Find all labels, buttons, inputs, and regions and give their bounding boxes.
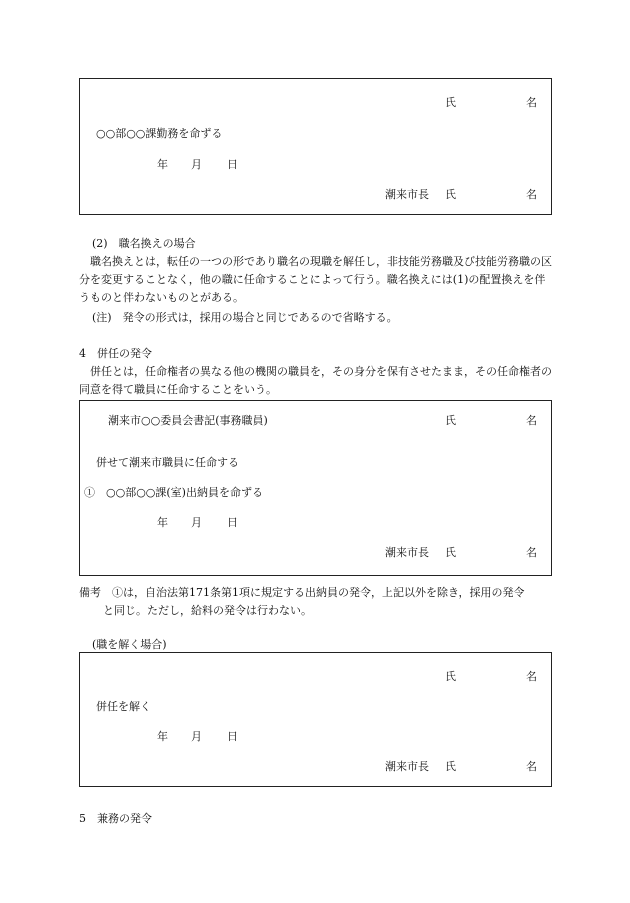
remark-label: 備考: [79, 586, 101, 599]
section-4-paragraph: 併任とは，任命権者の異なる他の機関の職員を，その身分を保有させたまま，その任命権者の同意を得て職員に任命することをいう。: [79, 365, 552, 396]
date-month: 月: [191, 516, 202, 529]
signer-name-right: 名: [526, 188, 537, 201]
date-year: 年: [157, 730, 168, 743]
signer-title: 潮来市長: [385, 546, 429, 559]
current-post: 潮来市○○委員会書記(事務職員): [108, 414, 268, 427]
section-4-body: [79, 363, 554, 399]
date-year: 年: [157, 516, 168, 529]
order-text: ○○部○○課勤務を命ずる: [96, 127, 223, 140]
name-label-left: 氏: [445, 414, 456, 427]
name-label-left: 氏: [445, 96, 456, 109]
order-text: 併任を解く: [96, 700, 151, 713]
appointment-form-box-2: [79, 400, 552, 576]
appointment-form-box-3: [79, 652, 552, 787]
signer-title: 潮来市長: [385, 188, 429, 201]
order-text-1: 併せて潮来市職員に任命する: [96, 456, 239, 469]
signer-name-left: 氏: [445, 760, 456, 773]
date-month: 月: [191, 730, 202, 743]
date-day: 日: [227, 158, 238, 171]
section-2-note: (注) 発令の形式は，採用の場合と同じであるので省略する。: [92, 311, 398, 324]
section-2-paragraph: 職名換えとは，転任の一つの形であり職名の現職を解任し，非技能労務職及び技能労務職の区分を変更することなく，他の職に任命することによって行う。職名換えには(1)の配置換えを伴うものと伴わないものとがある。: [79, 255, 552, 304]
remark-line-1: ①は，自治法第171条第1項に規定する出納員の発令，上記以外を除き，採用の発令: [112, 586, 525, 599]
name-label-right: 名: [526, 414, 537, 427]
order-text-2: ① ○○部○○課(室)出納員を命ずる: [84, 486, 263, 499]
name-label-left: 氏: [445, 670, 456, 683]
date-day: 日: [227, 516, 238, 529]
date-day: 日: [227, 730, 238, 743]
signer-name-left: 氏: [445, 188, 456, 201]
signer-name-left: 氏: [445, 546, 456, 559]
section-4-heading: 4 併任の発令: [79, 347, 152, 360]
name-label-right: 名: [526, 670, 537, 683]
date-month: 月: [191, 158, 202, 171]
appointment-form-box-1: [79, 78, 552, 215]
dismissal-heading: (職を解く場合): [92, 638, 167, 651]
section-2-heading: (2) 職名換えの場合: [92, 237, 196, 250]
date-year: 年: [157, 158, 168, 171]
signer-name-right: 名: [526, 760, 537, 773]
name-label-right: 名: [526, 96, 537, 109]
signer-name-right: 名: [526, 546, 537, 559]
remark-line-2: と同じ。ただし，給料の発令は行わない。: [103, 604, 312, 617]
section-5-heading: 5 兼務の発令: [79, 812, 152, 825]
section-2-body: [79, 253, 554, 307]
signer-title: 潮来市長: [385, 760, 429, 773]
